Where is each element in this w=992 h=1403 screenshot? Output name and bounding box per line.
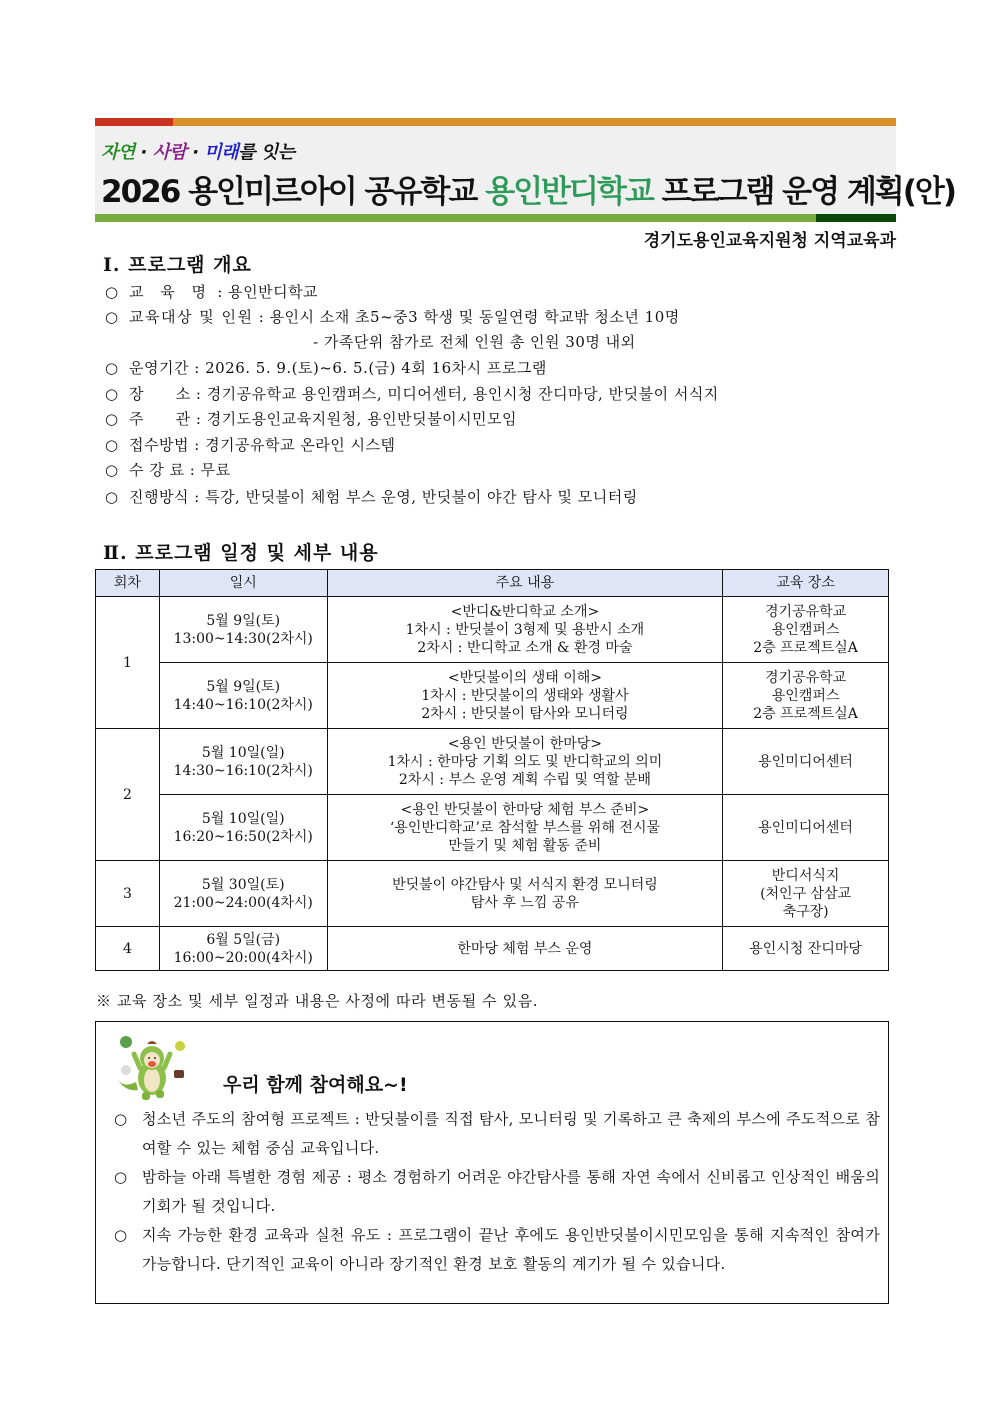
place-line: 용인캠퍼스 [771,621,840,638]
date-text: 5월 30일(토) [201,876,285,893]
content-line: 반딧불이 야간탐사 및 서식지 환경 모니터링 [392,876,658,893]
time-text: 14:30~16:10(2차시) [173,762,313,779]
callout-item-text: 지속 가능한 환경 교육과 실천 유도 : 프로그램이 끝난 후에도 용인반딧불이시민모임을 통해 지속적인 참여가 가능합니다. 단기적인 교육이 아니라 장기적인 환경 보호 활동의 계기가 될 수 있습니다. [142,1226,880,1273]
subtitle-future: 미래 [204,142,239,163]
bullet-circle: ○ [105,436,119,454]
content-cell [327,861,723,927]
content-line: 탐사 후 느낌 공유 [470,894,579,911]
place-cell [723,795,889,861]
title-banner [95,118,956,222]
subtitle-separator: · [186,142,205,163]
datetime-cell [159,795,327,861]
place-line: 용인캠퍼스 [771,687,840,704]
place-line: 경기공유학교 [765,603,847,620]
section-1-title: Ⅰ. 프로그램 개요 [103,254,252,276]
content-line: <용인 반딧불이 한마당> [447,735,602,752]
overview-value: 용인반디학교 [228,283,319,301]
banner-bottom-bar-dark [816,214,896,222]
title-suffix: 프로그램 운영 계획(안) [652,174,956,210]
header-content: 주요 내용 [327,570,723,597]
bullet-circle: ○ [105,283,119,301]
datetime-cell [159,729,327,795]
overview-label: 수 강 료 [129,461,185,479]
overview-item: ○ 주 관 : 경기도용인교육지원청, 용인반딧불이시민모임 [105,410,518,428]
bullet-circle: ○ [105,461,119,479]
overview-value: 경기공유학교 온라인 시스템 [205,436,396,454]
overview-value: 경기도용인교육지원청, 용인반딧불이시민모임 [206,410,518,428]
organization-name: 경기도용인교육지원청 지역교육과 [643,231,896,251]
content-line: 만들기 및 체험 활동 준비 [448,837,602,854]
place-line: 용인미디어센터 [758,819,853,836]
session-cell: 3 [96,861,160,927]
subtitle-connect: 를 잇는 [238,142,295,163]
content-cell [327,663,723,729]
table-header-row [96,570,889,597]
content-cell [327,729,723,795]
banner-bottom-bar [95,214,896,222]
overview-label: 교 육 명 [129,283,213,301]
overview-label: 운영기간 [129,359,189,377]
overview-item: ○ 접수방법 : 경기공유학교 온라인 시스템 [105,436,396,454]
time-text: 21:00~24:00(4차시) [173,894,313,911]
session-cell: 4 [96,927,160,971]
overview-item: ○ 진행방식 : 특강, 반딧불이 체험 부스 운영, 반딧불이 야간 탐사 및 모니터링 [105,488,638,506]
datetime-cell [159,927,327,971]
overview-value: 특강, 반딧불이 체험 부스 운영, 반딧불이 야간 탐사 및 모니터링 [205,488,638,506]
bullet-circle: ○ [114,1110,128,1128]
datetime-cell [159,663,327,729]
table-row [96,861,889,927]
subtitle-nature: 자연 [101,142,135,163]
overview-item-continued [313,331,636,352]
bullet-circle: ○ [105,359,119,377]
date-text: 5월 10일(일) [201,810,285,827]
place-cell [723,663,889,729]
overview-value: 무료 [200,461,231,479]
bullet-circle: ○ [114,1168,128,1186]
place-line: 2층 프로젝트실A [753,705,858,722]
content-line: 2차시 : 반디학교 소개 & 환경 마술 [417,639,633,656]
session-cell: 2 [96,729,160,861]
bullet-circle: ○ [105,488,119,506]
datetime-cell [159,861,327,927]
place-line: 용인시청 잔디마당 [749,940,862,957]
overview-item: ○ 수 강 료 : 무료 [105,461,231,479]
participation-callout [95,1021,889,1304]
overview-label: 진행방식 [129,488,189,506]
place-line: (처인구 삼삼교 [760,885,852,902]
content-line: 1차시 : 한마당 기획 의도 및 반디학교의 의미 [387,753,663,770]
overview-label: 교육대상 및 인원 [129,308,254,326]
content-line: ‘용인반디학교’로 참석할 부스를 위해 전시물 [389,819,660,836]
bullet-circle: ○ [105,410,119,428]
overview-label: 접수방법 [129,436,189,454]
content-line: 2차시 : 부스 운영 계획 수립 및 역할 분배 [398,771,651,788]
callout-item [114,1105,880,1163]
callout-item-text: 청소년 주도의 참여형 프로젝트 : 반딧불이를 직접 탐사, 모니터링 및 기록하고 큰 축제의 부스에 주도적으로 참여할 수 있는 체험 중심 교육입니다. [142,1110,880,1157]
table-row [96,795,889,861]
date-text: 5월 9일(토) [206,678,281,695]
title-prefix: 2026 용인미르아이 공유학교 [101,174,486,210]
banner-top-bar-red [95,118,173,126]
table-row [96,663,889,729]
header-session: 회차 [96,570,160,597]
overview-label: 장 소 [129,385,191,403]
section-2-title: Ⅱ. 프로그램 일정 및 세부 내용 [103,542,379,564]
time-text: 14:40~16:10(2차시) [173,696,313,713]
overview-value: 용인시 소재 초5~중3 학생 및 동일연령 학교밖 청소년 10명 [269,308,680,326]
bullet-circle: ○ [114,1226,128,1244]
subtitle-people: 사람 [152,142,187,163]
content-cell [327,795,723,861]
overview-value: - 가족단위 참가로 전체 인원 총 인원 30명 내외 [313,333,636,351]
schedule-table [95,569,889,971]
schedule-note: ※ 교육 장소 및 세부 일정과 내용은 사정에 따라 변동될 수 있음. [96,992,539,1010]
content-line: 2차시 : 반딧불이 탐사와 모니터링 [421,705,629,722]
place-cell [723,597,889,663]
page-title [101,166,955,211]
overview-value: 경기공유학교 용인캠퍼스, 미디어센터, 용인시청 잔디마당, 반딧불이 서식지 [206,385,719,403]
place-line: 2층 프로젝트실A [753,639,858,656]
time-text: 16:00~20:00(4차시) [173,949,313,966]
overview-item: ○ 운영기간 : 2026. 5. 9.(토)~6. 5.(금) 4회 16차시 프로그램 [105,359,547,377]
content-line: 한마당 체험 부스 운영 [457,940,593,957]
date-text: 5월 9일(토) [206,612,281,629]
place-line: 축구장) [782,903,829,920]
content-line: <반딧불이의 생태 이해> [447,669,602,686]
dragon-mascot-icon [114,1030,192,1106]
datetime-cell [159,597,327,663]
banner-subtitle [101,138,295,164]
time-text: 16:20~16:50(2차시) [173,828,313,845]
overview-item: ○ 교 육 명 : 용인반디학교 [105,283,319,301]
table-row [96,729,889,795]
subtitle-separator: · [134,142,153,163]
header-place: 교육 장소 [723,570,889,597]
content-line: 1차시 : 반딧불이의 생태와 생활사 [421,687,629,704]
header-datetime: 일시 [159,570,327,597]
content-line: <용인 반딧불이 한마당 체험 부스 준비> [400,801,650,818]
table-row [96,597,889,663]
content-cell [327,927,723,971]
time-text: 13:00~14:30(2차시) [173,630,313,647]
table-row [96,927,889,971]
content-line: <반디&반디학교 소개> [450,603,600,620]
content-line: 1차시 : 반딧불이 3형제 및 용반시 소개 [405,621,645,638]
date-text: 6월 5일(금) [206,931,281,948]
banner-top-bar [95,118,896,126]
callout-title: 우리 함께 참여해요~! [223,1074,408,1096]
place-line: 반디서식지 [771,867,840,884]
place-cell [723,861,889,927]
place-cell [723,927,889,971]
callout-item [114,1163,880,1221]
overview-label: 주 관 [129,410,191,428]
place-cell [723,729,889,795]
place-line: 용인미디어센터 [758,753,853,770]
bullet-circle: ○ [105,308,119,326]
callout-item-text: 밤하늘 아래 특별한 경험 제공 : 평소 경험하기 어려운 야간탐사를 통해 자연 속에서 신비롭고 인상적인 배움의 기회가 될 것입니다. [142,1168,880,1215]
date-text: 5월 10일(일) [201,744,285,761]
title-accent: 용인반디학교 [485,174,653,210]
bullet-circle: ○ [105,385,119,403]
content-cell [327,597,723,663]
overview-value: 2026. 5. 9.(토)~6. 5.(금) 4회 16차시 프로그램 [205,359,547,377]
overview-item: ○ 장 소 : 경기공유학교 용인캠퍼스, 미디어센터, 용인시청 잔디마당, 반딧불이 서식지 [105,385,719,403]
place-line: 경기공유학교 [765,669,847,686]
session-cell: 1 [96,597,160,729]
callout-item [114,1221,880,1279]
overview-item: ○ 교육대상 및 인원 : 용인시 소재 초5~중3 학생 및 동일연령 학교밖 청소년 10명 [105,308,680,326]
